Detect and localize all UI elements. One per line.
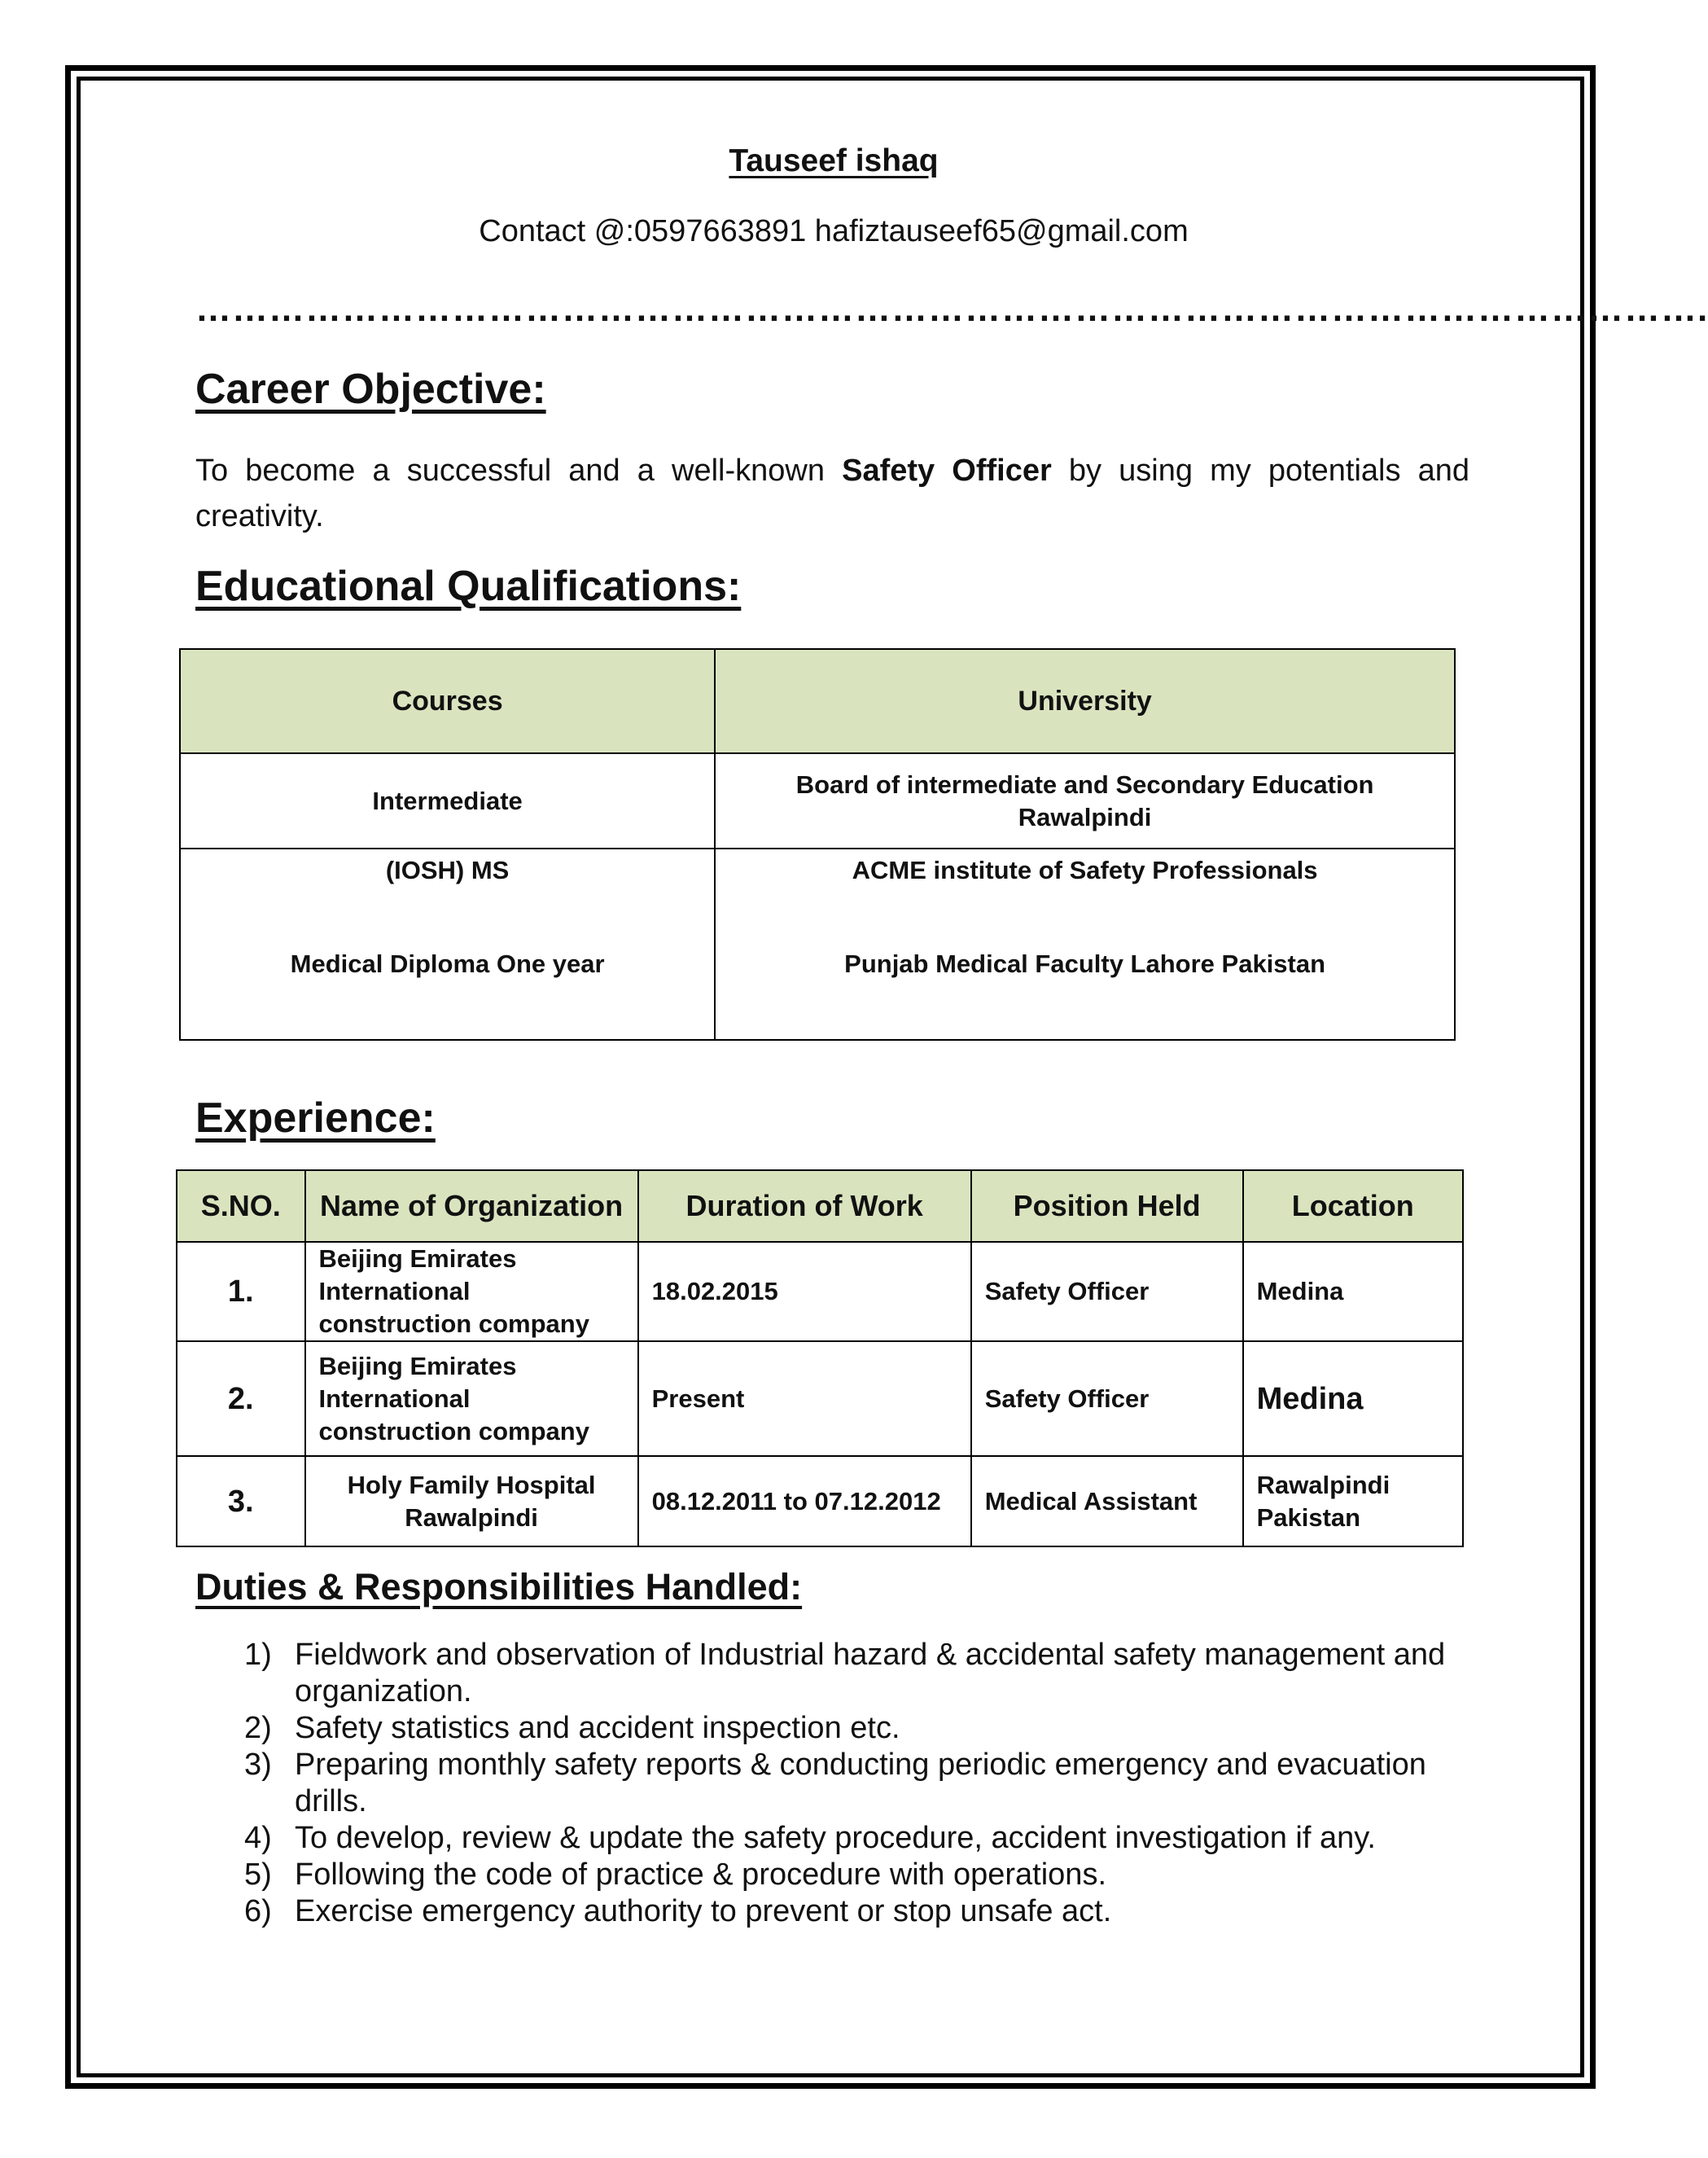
education-heading: Educational Qualifications: [195,563,742,610]
list-item: 1) Fieldwork and observation of Industrial hazard & accidental safety management and organization. [244,1638,1446,1708]
column-header: Location [1243,1170,1463,1242]
column-header: Courses [180,649,715,753]
duration-cell: 18.02.2015 [638,1242,971,1341]
table-row [180,849,1455,1040]
course-name: (IOSH) MS [385,856,510,884]
list-item: 5) Following the code of practice & procedure with operations. [244,1858,1106,1892]
organization-cell: Holy Family Hospital Rawalpindi [305,1456,638,1546]
objective-highlight: Safety Officer [842,454,1052,488]
position-cell: Safety Officer [971,1242,1243,1341]
column-header: University [715,649,1455,753]
column-header: S.NO. [177,1170,305,1242]
candidate-name: Tauseef ishaq [729,143,939,178]
experience-table [176,1169,1464,1547]
course-name: Medical Diploma One year [290,950,605,978]
column-header: Position Held [971,1170,1243,1242]
university-cell: Board of intermediate and Secondary Education Rawalpindi [715,753,1455,849]
serial-number: 3. [177,1456,305,1546]
column-header: Name of Organization [305,1170,638,1242]
location-cell: Rawalpindi Pakistan [1243,1456,1463,1546]
career-objective-text: To become a successful and a well-known Safety Officer by using my potentials and creativity. [195,454,1470,533]
course-cell: Intermediate [180,753,715,849]
position-cell: Safety Officer [971,1341,1243,1456]
table-header-row [180,649,1455,753]
list-item: 6) Exercise emergency authority to prevent or stop unsafe act. [244,1894,1112,1928]
duties-heading: Duties & Responsibilities Handled: [195,1566,803,1608]
list-item: 3) Preparing monthly safety reports & conducting periodic emergency and evacuation drills. [244,1748,1426,1818]
university-name: Punjab Medical Faculty Lahore Pakistan [844,950,1326,978]
duration-cell: Present [638,1341,971,1456]
location-cell: Medina [1243,1242,1463,1341]
table-header-row [177,1170,1463,1242]
table-row [177,1242,1463,1341]
table-row [180,753,1455,849]
experience-heading: Experience: [195,1094,436,1142]
table-row [177,1456,1463,1546]
list-item: 4) To develop, review & update the safety procedure, accident investigation if any. [244,1821,1376,1855]
course-cell [180,849,715,1040]
list-item: 2) Safety statistics and accident inspection etc. [244,1711,900,1745]
serial-number: 2. [177,1341,305,1456]
duties-list [244,1637,1465,1930]
duration-cell: 08.12.2011 to 07.12.2012 [638,1456,971,1546]
contact-line: Contact @:0597663891 hafiztauseef65@gmail.com [479,214,1189,248]
location-cell: Medina [1243,1341,1463,1456]
organization-cell: Beijing Emirates International construction company [305,1341,638,1456]
university-cell [715,849,1455,1040]
position-cell: Medical Assistant [971,1456,1243,1546]
serial-number: 1. [177,1242,305,1341]
education-table [179,648,1456,1041]
dotted-separator: ……………………………………………………………………………………………………………. [195,289,1708,329]
organization-cell: Beijing Emirates International construction company [305,1242,638,1341]
career-objective-heading: Career Objective: [195,366,546,413]
column-header: Duration of Work [638,1170,971,1242]
university-name: ACME institute of Safety Professionals [852,856,1318,884]
table-row [177,1341,1463,1456]
